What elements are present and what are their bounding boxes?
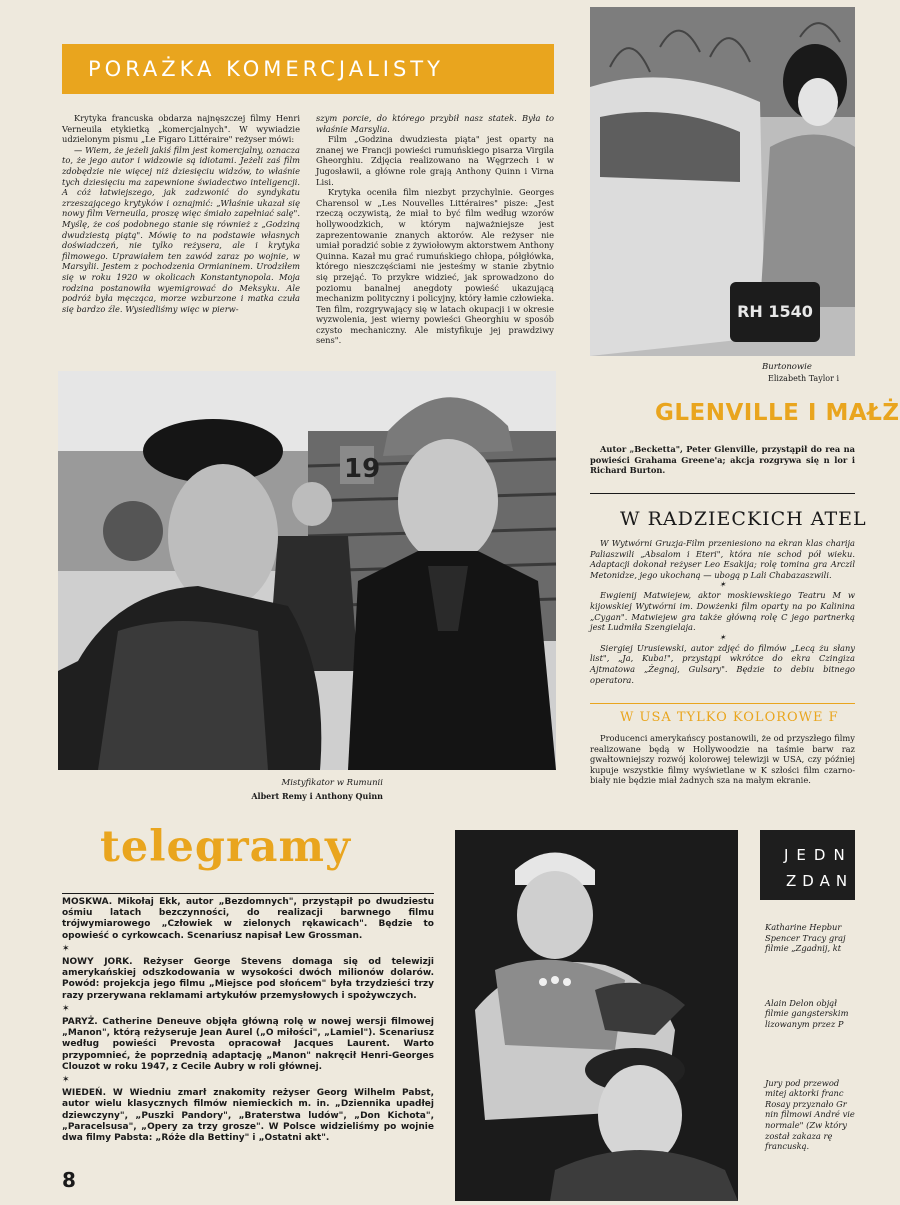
separator-star-icon: ✶ [62, 1003, 70, 1014]
usa-text: Producenci amerykańscy postanowili, że od przyszłego filmy realizowane będą w Hollywoodzie na taśmie barw raz gwałtowniejszy rozwój kolorowej telewizji w USA, czy później kupuje wszystkie filmy wyświetlane w K szłości film czarno-biały nie będzie miał żadnych sza na małym ekranie. [590, 733, 855, 786]
soviet-column [590, 538, 855, 685]
separator-star-icon: ✶ [719, 580, 726, 590]
burton-caption-title: Burtonowie [762, 362, 812, 372]
article-paragraph: Film „Godzina dwudziesta piąta" jest oparty na znanej we Francji powieści rumuńskiego pisarza Virgila Gheorghiu. Zdjęcia realizowano na Węgrzech i w Jugosławii, a główne role grają Anthony Quinn i Virna Lisi. [316, 134, 554, 187]
article-paragraph: — Wiem, że jeżeli jakiś film jest komercjalny, oznacza to, że jego autor i widzowie są idiotami. Jeżeli zaś film zdobędzie nie więcej niż dziesięciu widzów, to właśnie tych dziesięciu ma zapewnione świadectwo inteligencji. A cóż łatwiejszego, jak zadzwonić do syndykatu zrzeszającego krytyków i oznajmić: „Właśnie ukazał się nowy film Verneuila, proszę więc śmiało zapełniać salę". Myślę, że coś podobnego stanie się również z „Godziną dwudziestą piątą". Mówię to na podstawie własnych doświadczeń, nie tylko reżysera, ale i krytyka filmowego. Uprawiałem ten zawód zaraz po wojnie, w Marsylii. Jestem z pochodzenia Ormianinem. Urodziłem się w roku 1920 w okolicach Konstantynopola. Moja rodzina postanowiła wyemigrować do Meksyku. Ale podróż była męcząca, morze wzburzone i matka czuła się bardzo źle. Wysiedliśmy więc w pierw- [62, 144, 300, 314]
burton-caption-names: Elizabeth Taylor i [768, 374, 840, 383]
telegramy-list [62, 897, 434, 1146]
orange-divider [590, 703, 855, 704]
jedn-item: Alain Delon objął filmie gangsterskim lizowanym przez P [765, 997, 849, 1029]
jedn-item: Katharine Hepbur Spencer Tracy graj filmie „Zgadnij, kt [765, 922, 846, 954]
photo-caption-title: Mistyfikator w Rumunii [281, 778, 383, 788]
article-paragraph: Krytyka francuska obdarza najnęszczej filmy Henri Verneuila etykietką „komercjalnych". W wywiadzie udzielonym pismu „Le Figaro Littéraire" reżyser mówi: [62, 113, 300, 145]
soviet-item: Ewgienij Matwiejew, aktor moskiewskiego Teatru M w kijowskiej Wytwórni im. Dowżenki film oparty na po Kalinina „Cygan". Matwiejew gra także główną rolę C jego partnerką jest Ludmiła Szengielaja. [590, 590, 855, 633]
burton-photo [590, 7, 855, 356]
jedn-column [765, 922, 855, 1152]
license-plate-text: RH 1540 [737, 302, 813, 321]
telegramy-title: telegramy [100, 822, 351, 872]
soviet-headline: W RADZIECKICH ATEL [620, 508, 867, 530]
article-title: PORAŻKA KOMERCJALISTY [88, 57, 444, 81]
jedn-headline-line1: JEDN [784, 846, 853, 864]
telegram-item: NOWY JORK. Reżyser George Stevens domaga się od telewizji amerykańskiej odszkodowania w wysokości dwóch milionów dolarów. Powód: projekcja jego filmu „Miejsce pod słońcem" była trzydzieści trzy razy przerywana reklamami artykułów przemysłowych i spożywczych. [62, 957, 435, 1001]
separator-star-icon: ✶ [62, 943, 70, 954]
photo-caption [58, 778, 383, 801]
telegram-item: WIEDEŃ. W Wiedniu zmarł znakomity reżyser Georg Wilhelm Pabst, autor wielu klasycznych filmów niemieckich m. in. „Dziennika upadłej dziewczyny", „Puszki Pandory", „Braterstwa ludów", „Don Kichota", „Paracelsusa", „Opery za trzy grosze". W Polsce widzieliśmy po wojnie dwa filmy Pabsta: „Róże dla Bettiny" i „Ostatni akt". [62, 1088, 434, 1144]
telegram-item: MOSKWA. Mikołaj Ekk, autor „Bezdomnych", przystąpił po dwudziestu ośmiu latach bezczynności, do realizacji barwnego filmu trójwymiarowego „Człowiek w zielonych rękawicach". Będzie to opowieść o cyrkowcach. Scenariusz napisał Lew Grossman. [62, 897, 434, 941]
photo-number-sign: 19 [344, 454, 381, 484]
glenville-headline: GLENVILLE I MAŁŻ [655, 400, 900, 426]
burton-caption [700, 362, 855, 383]
photo-caption-names: Albert Remy i Anthony Quinn [251, 791, 383, 801]
article-column-2 [316, 113, 554, 346]
hepburn-photo [455, 830, 738, 1201]
article-paragraph: Krytyka oceniła film niezbyt przychylnie. Georges Charensol w „Les Nouvelles Littéraires" pisze: „Jest rzeczą oczywistą, że miał to być film według wzorów hollywoodzkich, w którym najważniejsze jest zaprezentowanie znanych aktorów. Ale reżyser nie umiał poradzić sobie z żywiołowym aktorstwem Anthony Quinna. Kazał mu grać rumuńskiego chłopa, półgłówka, którego nieszczęściami nie jesteśmy w stanie zbytnio się przejąć. To przykre widzieć, jak sprowadzono do poziomu banalnej anegdoty powieść ukazującą mechanizm polityczny i policyjny, który łamie człowieka. Ten film, rozgrywający się w latach okupacji i w okresie wyzwolenia, jest wierny powieści Gheorghiu w sposób czysto mechaniczny. Ale mistyfikuje jej prawdziwy sens". [316, 187, 554, 346]
divider [590, 493, 855, 494]
jedn-item: Jury pod przewod mitej aktorki franc Rosay przyznało Gr nin filmowi André vie normale" (Zw który został zakaza rę francuską. [765, 1077, 855, 1152]
soviet-item: Siergiej Urusiewski, autor zdjęć do filmów „Lecą żu słany list", „Ja, Kuba!", przystąpi wkrótce do ekra Czingiza Ajtmatowa „Żegnaj, Gulsary". Będzie to debiu bitnego operatora. [590, 642, 855, 685]
separator-star-icon: ✶ [719, 632, 726, 642]
glenville-text: Autor „Becketta", Peter Glenville, przystąpił do rea na powieści Grahama Greene'a; akcja rozgrywa się n lor i Richard Burton. [590, 444, 855, 476]
soviet-item: W Wytwórni Gruzja-Film przeniesiono na ekran klas charija Paliaszwili „Absalom i Eteri", która nie schod pół wieku. Adaptacji dokonał reżyser Leo Esakija; rolę tomina gra Arczil Metonidze, jego ukochaną — ubogą p Lali Chabazaszwili. [590, 538, 855, 580]
page-number: 8 [62, 1168, 76, 1192]
burton-photo-illustration [590, 7, 855, 356]
article-column-1 [62, 113, 300, 314]
article-paragraph: szym porcie, do którego przybił nasz statek. Była to właśnie Marsylia. [316, 113, 554, 134]
article-title-banner [62, 44, 554, 94]
jedn-headline-line2: ZDAN [786, 872, 854, 890]
usa-headline: W USA TYLKO KOLOROWE F [620, 710, 839, 725]
telegramy-rule [62, 893, 434, 894]
telegram-item: PARYŻ. Catherine Deneuve objęła główną rolę w nowej wersji filmowej „Manon", którą reżyseruje Jean Aurel („O miłości", „Lamiel"). Scenariusz według powieści Prevosta opracował Jacques Laurent. Warto przypomnieć, że poprzednią adaptację „Manon" nakręcił Henri-Georges Clouzot w roku 1947, z Cecile Aubry w roli głównej. [62, 1017, 434, 1072]
jedn-banner [760, 830, 855, 900]
film-still-illustration [58, 371, 556, 770]
separator-star-icon: ✶ [62, 1075, 70, 1086]
hepburn-photo-illustration [455, 830, 738, 1201]
film-still-photo [58, 371, 556, 770]
